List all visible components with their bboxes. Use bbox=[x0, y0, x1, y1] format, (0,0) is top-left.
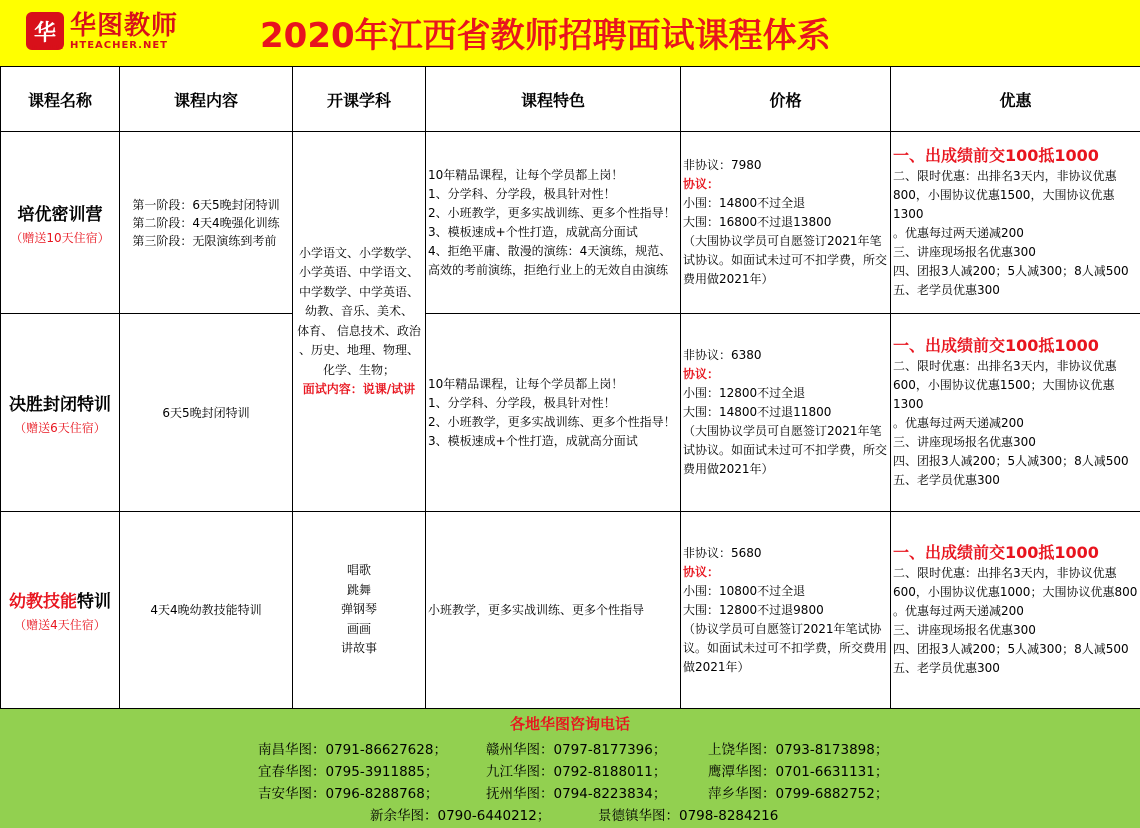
discount-line: 。优惠每过两天递减200 bbox=[893, 226, 1024, 240]
price-big: 大围：16800不过退13800 bbox=[683, 215, 832, 229]
subject-line: 画画 bbox=[346, 621, 371, 636]
discount-line: 四、团报3人减200；5人减300；8人减500 bbox=[893, 642, 1129, 656]
table-header-row bbox=[1, 67, 1140, 132]
phone-xinyu: 新余华图：0790-6440212； bbox=[370, 808, 551, 824]
gift-note: （赠送4天住宿） bbox=[14, 618, 106, 632]
contact-footer bbox=[0, 709, 1140, 828]
subjects-cell bbox=[293, 132, 426, 512]
logo-en: HTEACHER.NET bbox=[70, 40, 169, 51]
header-discount: 优惠 bbox=[891, 67, 1140, 132]
table-row bbox=[1, 132, 1140, 314]
discount-line: 四、团报3人减200；5人减300；8人减500 bbox=[893, 454, 1129, 468]
price-note: 费用做2021年） bbox=[683, 462, 774, 476]
logo-mark-icon: 华 bbox=[26, 12, 64, 50]
header-features: 课程特色 bbox=[426, 67, 681, 132]
subject-line: 唱歌 bbox=[346, 563, 371, 578]
content-line: 6天5晚封闭特训 bbox=[162, 405, 250, 420]
content-line: 第二阶段：4天4晚强化训练 bbox=[132, 215, 280, 230]
price-non-agreement: 非协议：7980 bbox=[683, 158, 762, 172]
gift-note: （赠送10天住宿） bbox=[10, 230, 110, 245]
interview-content: 面试内容：说课/试讲 bbox=[302, 382, 416, 396]
discount-cell bbox=[891, 512, 1140, 709]
logo-since: SINCE 2001 bbox=[28, 44, 64, 51]
gift-note: （赠送6天住宿） bbox=[14, 420, 106, 435]
discount-cell bbox=[891, 314, 1140, 512]
price-agreement-label: 协议： bbox=[683, 367, 720, 381]
price-small: 小围：14800不过全退 bbox=[683, 196, 806, 210]
feature-line: 10年精品课程，让每个学员都上岗！ bbox=[428, 376, 624, 391]
subject-line: 、历史、地理、物理、 bbox=[298, 343, 419, 357]
discount-line: 三、讲座现场报名优惠300 bbox=[893, 245, 1036, 259]
feature-line: 2、小班教学，更多实战训练、更多个性指导！ bbox=[428, 414, 676, 429]
discount-line: 三、讲座现场报名优惠300 bbox=[893, 623, 1036, 637]
phone-pingxiang: 萍乡华图：0799-6882752； bbox=[708, 786, 889, 802]
discount-line: 二、限时优惠：出排名3天内，非协议优惠 bbox=[893, 566, 1117, 580]
features-cell bbox=[426, 314, 681, 512]
price-cell bbox=[681, 512, 891, 709]
phone-shangrao: 上饶华图：0793-8173898； bbox=[708, 742, 889, 758]
discount-line: 。优惠每过两天递减200 bbox=[893, 416, 1024, 430]
phone-jiujiang: 九江华图：0792-8188011； bbox=[486, 764, 667, 780]
discount-line: 。优惠每过两天递减200 bbox=[893, 604, 1024, 618]
course-name-cell bbox=[1, 132, 120, 314]
table-row bbox=[1, 512, 1140, 709]
phone-nanchang: 南昌华图：0791-86627628； bbox=[258, 742, 447, 758]
discount-line: 800，小围协议优惠1500，大围协议优惠1300 bbox=[893, 188, 1115, 221]
footer-title: 各地华图咨询电话 bbox=[509, 715, 630, 733]
price-note: （大围协议学员可自愿签订2021年笔 bbox=[683, 234, 882, 248]
subject-line: 小学英语、中学语文、 bbox=[298, 265, 419, 279]
discount-line: 600，小围协议优惠1500；大围协议优惠1300 bbox=[893, 378, 1115, 411]
price-cell bbox=[681, 132, 891, 314]
header-subjects: 开课学科 bbox=[293, 67, 426, 132]
content-line: 4天4晚幼教技能特训 bbox=[150, 603, 262, 617]
subject-line: 小学语文、小学数学、 bbox=[298, 245, 419, 260]
feature-line: 高效的考前演练，拒绝行业上的无效自由演练 bbox=[428, 262, 669, 277]
subject-line: 化学、生物； bbox=[322, 362, 395, 377]
header-banner bbox=[0, 0, 1140, 66]
logo-text bbox=[70, 12, 178, 52]
features-cell bbox=[426, 512, 681, 709]
course-name bbox=[1, 587, 119, 612]
feature-line: 3、模板速成+个性打造，成就高分面试 bbox=[428, 433, 638, 448]
subject-line: 跳舞 bbox=[346, 582, 371, 597]
course-name-cell bbox=[1, 512, 120, 709]
price-non-agreement: 非协议：5680 bbox=[683, 545, 762, 560]
price-small: 小围：10800不过全退 bbox=[683, 583, 806, 598]
header-course-name: 课程名称 bbox=[1, 67, 120, 132]
course-table bbox=[0, 66, 1140, 709]
discount-line: 五、老学员优惠300 bbox=[893, 661, 1000, 675]
course-name-red: 幼教技能 bbox=[9, 592, 77, 612]
price-non-agreement: 非协议：6380 bbox=[683, 348, 762, 362]
header-course-content: 课程内容 bbox=[120, 67, 293, 132]
price-note: 试协议。如面试未过可不扣学费，所交 bbox=[683, 443, 888, 457]
course-content-cell bbox=[120, 132, 293, 314]
discount-line: 二、限时优惠：出排名3天内，非协议优惠 bbox=[893, 169, 1117, 183]
feature-line: 10年精品课程，让每个学员都上岗！ bbox=[428, 167, 624, 182]
price-big: 大围：14800不过退11800 bbox=[683, 405, 832, 419]
phone-jian: 吉安华图：0796-8288768； bbox=[258, 786, 439, 802]
table-row bbox=[1, 314, 1140, 512]
subject-line: 弹钢琴 bbox=[340, 602, 377, 617]
discount-head: 一、出成绩前交100抵1000 bbox=[893, 543, 1099, 562]
page-title: 2020年江西省教师招聘面试课程体系 bbox=[260, 16, 831, 56]
course-content-cell bbox=[120, 512, 293, 709]
subject-line: 体育、 信息技术、政治 bbox=[297, 323, 421, 338]
content-line: 第三阶段：无限演练到考前 bbox=[132, 233, 277, 248]
price-agreement-label: 协议： bbox=[683, 177, 720, 191]
phone-jingdezhen: 景德镇华图：0798-8284216 bbox=[598, 808, 779, 824]
feature-line: 1、分学科、分学段，极具针对性！ bbox=[428, 395, 616, 410]
price-note: 费用做2021年） bbox=[683, 272, 774, 286]
subject-line: 中学数学、中学英语、 bbox=[298, 284, 419, 299]
subjects-cell bbox=[293, 512, 426, 709]
price-cell bbox=[681, 314, 891, 512]
course-name: 决胜封闭特训 bbox=[9, 394, 111, 415]
price-small: 小围：12800不过全退 bbox=[683, 386, 806, 400]
price-agreement-label: 协议： bbox=[683, 564, 720, 579]
features-cell bbox=[426, 132, 681, 314]
price-note: 试协议。如面试未过可不扣学费，所交 bbox=[683, 253, 888, 267]
discount-line: 四、团报3人减200；5人减300；8人减500 bbox=[893, 264, 1129, 278]
price-note: （大围协议学员可自愿签订2021年笔 bbox=[683, 424, 882, 438]
subject-line: 讲故事 bbox=[340, 641, 377, 656]
price-note: 议。如面试未过可不扣学费，所交费用 bbox=[683, 640, 888, 655]
feature-line: 2、小班教学，更多实战训练、更多个性指导！ bbox=[428, 205, 676, 220]
discount-line: 二、限时优惠：出排名3天内，非协议优惠 bbox=[893, 359, 1117, 373]
price-note: 做2021年） bbox=[683, 659, 750, 674]
subject-line: 幼教、音乐、美术、 bbox=[304, 304, 413, 318]
discount-line: 五、老学员优惠300 bbox=[893, 473, 1000, 487]
price-big: 大围：12800不过退9800 bbox=[683, 602, 824, 617]
feature-line: 1、分学科、分学段，极具针对性！ bbox=[428, 186, 616, 201]
course-name-rest: 特训 bbox=[77, 592, 111, 612]
price-note: （协议学员可自愿签订2021年笔试协 bbox=[683, 621, 882, 636]
feature-line: 4、拒绝平庸、散漫的演练：4天演练，规范、 bbox=[428, 243, 672, 258]
phone-ganzhou: 赣州华图：0797-8177396； bbox=[486, 742, 667, 758]
phone-yingtan: 鹰潭华图：0701-6631131； bbox=[708, 764, 889, 780]
logo-cn: 华图教师 bbox=[70, 11, 179, 41]
course-name-cell bbox=[1, 314, 120, 512]
discount-line: 600，小围协议优惠1000；大围协议优惠800 bbox=[893, 585, 1138, 599]
course-content-cell bbox=[120, 314, 293, 512]
content-line: 第一阶段：6天5晚封闭特训 bbox=[132, 197, 280, 212]
phone-yichun: 宜春华图：0795-3911885； bbox=[258, 764, 439, 780]
discount-head: 一、出成绩前交100抵1000 bbox=[893, 146, 1099, 165]
discount-line: 三、讲座现场报名优惠300 bbox=[893, 435, 1036, 449]
header-price: 价格 bbox=[681, 67, 891, 132]
feature-line: 小班教学，更多实战训练、更多个性指导 bbox=[428, 602, 645, 617]
feature-line: 3、模板速成+个性打造，成就高分面试 bbox=[428, 224, 638, 239]
discount-head: 一、出成绩前交100抵1000 bbox=[893, 336, 1099, 355]
phone-fuzhou: 抚州华图：0794-8223834； bbox=[486, 786, 667, 802]
discount-cell bbox=[891, 132, 1140, 314]
discount-line: 五、老学员优惠300 bbox=[893, 283, 1000, 297]
course-name: 培优密训营 bbox=[17, 204, 103, 225]
